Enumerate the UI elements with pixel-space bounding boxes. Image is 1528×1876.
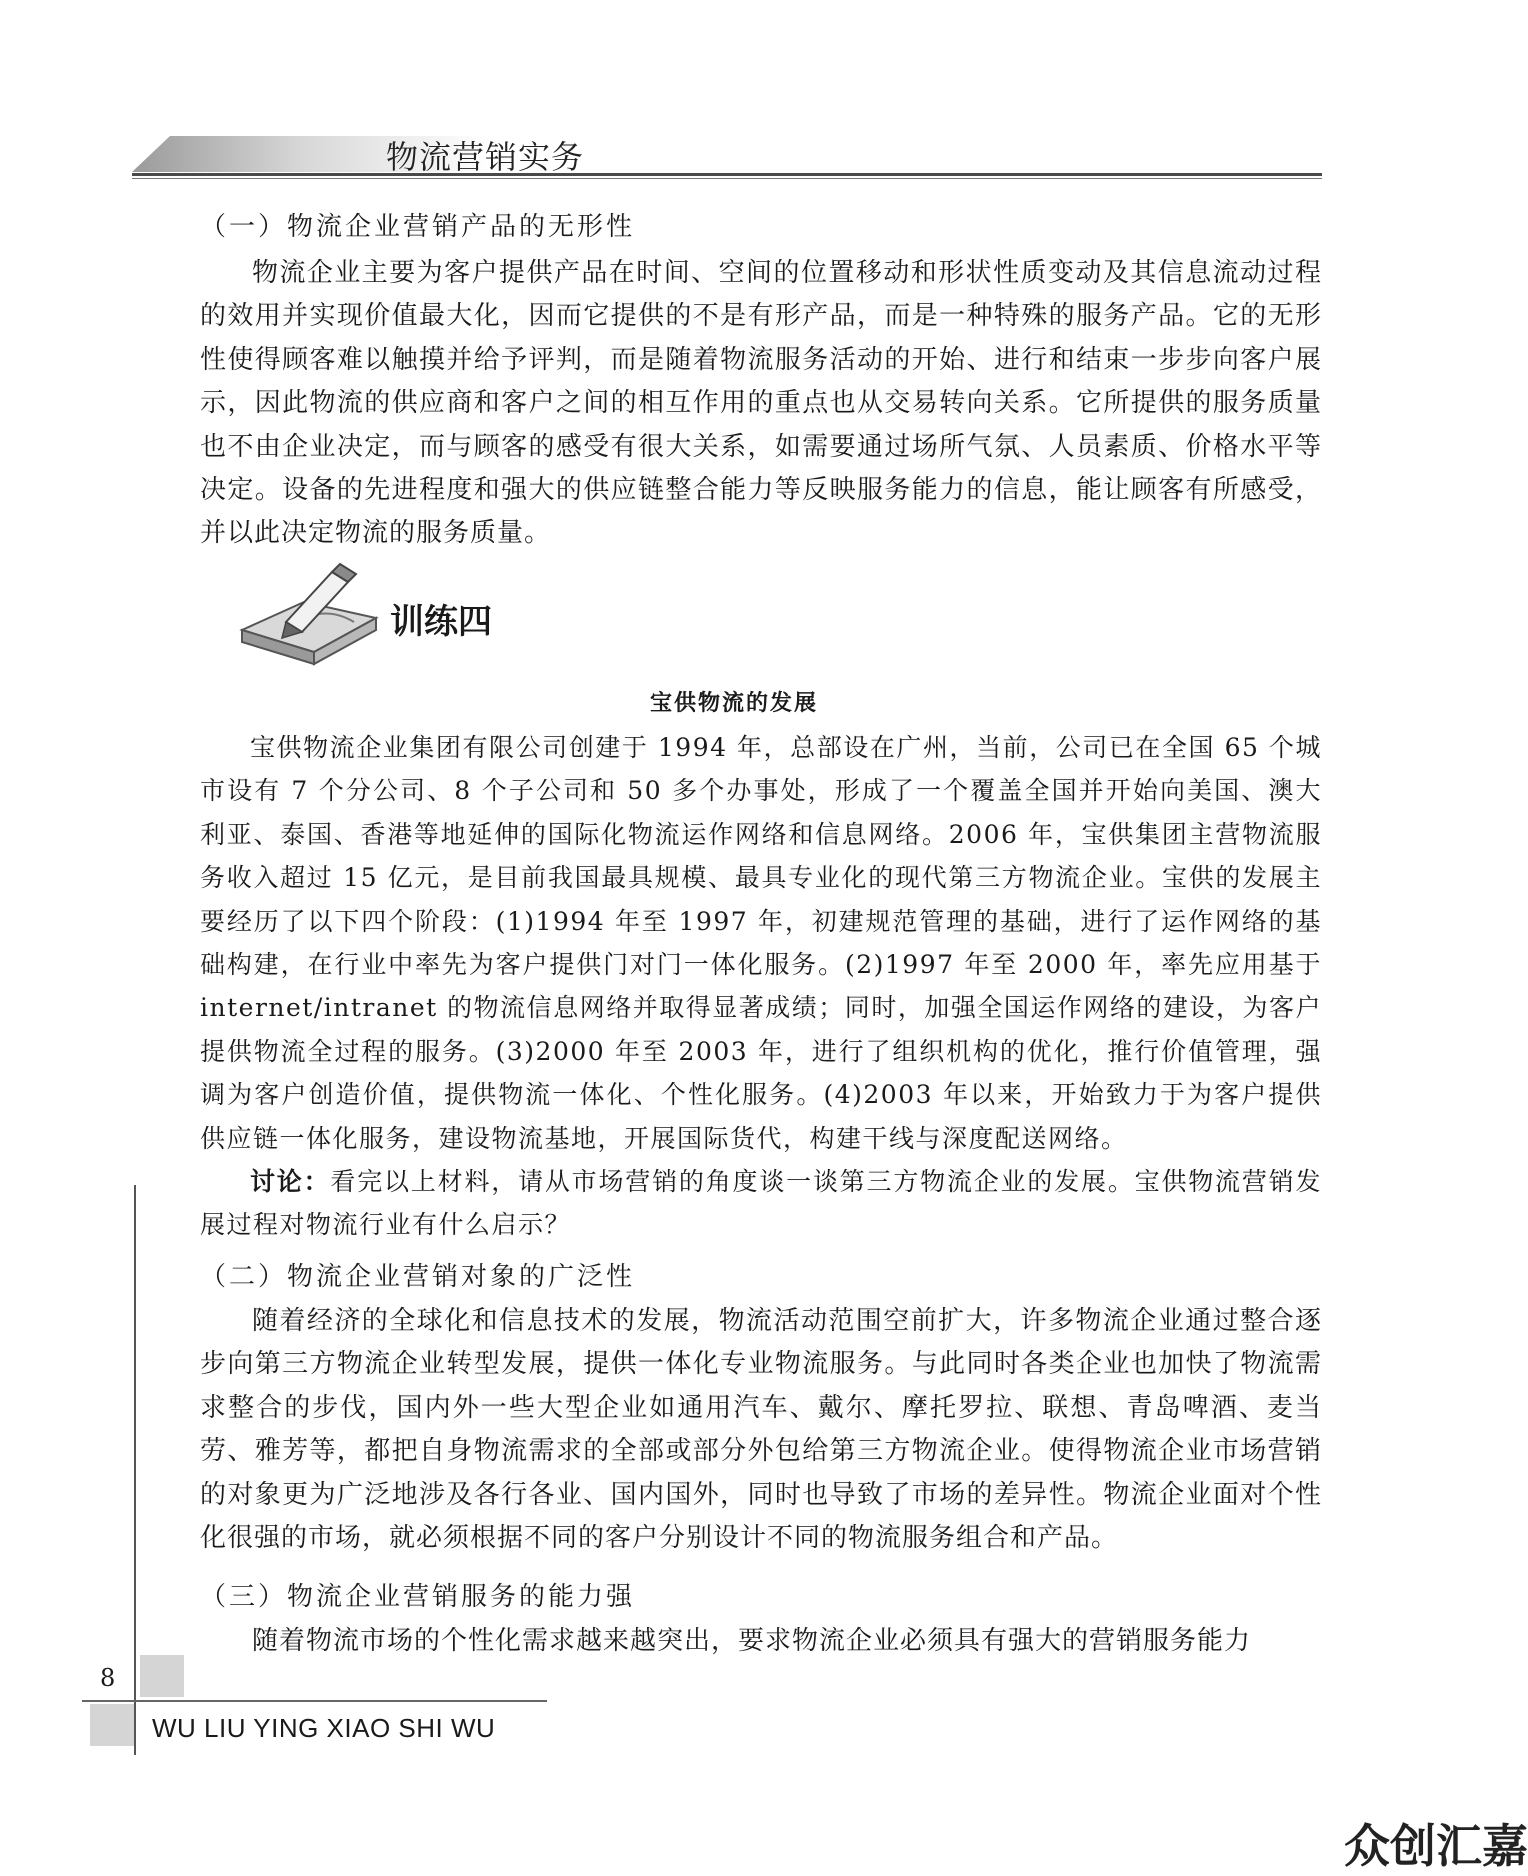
- practice-label: 训练四: [390, 602, 492, 642]
- case-title: 宝供物流的发展: [650, 691, 819, 716]
- paragraph: 物流企业主要为客户提供产品在时间、空间的位置移动和形状性质变动及其信息流动过程的效用并实现价值最大化，因而它提供的不是有形产品，而是一种特殊的服务产品。它的无形性使得顾客难以触摸并给予评判，而是随着物流服务活动的开始、进行和结束一步步向客户展示，因此物流的供应商和客户之间的相互作用的重点也从交易转向关系。它所提供的服务质量也不由企业决定，而与顾客的感受有很大关系，如需要通过场所气氛、人员素质、价格水平等决定。设备的先进程度和强大的供应链整合能力等反映服务能力的信息，能让顾客有所感受，并以此决定物流的服务质量。: [200, 258, 1322, 549]
- header-band: [132, 136, 1322, 172]
- section-heading-2: （二）物流企业营销对象的广泛性: [200, 1262, 636, 1292]
- paragraph: 随着经济的全球化和信息技术的发展，物流活动范围空前扩大，许多物流企业通过整合逐步向第三方物流企业转型发展，提供一体化专业物流服务。与此同时各类企业也加快了物流需求整合的步伐，国内外一些大型企业如通用汽车、戴尔、摩托罗拉、联想、青岛啤酒、麦当劳、雅芳等，都把自身物流需求的全部或部分外包给第三方物流企业。使得物流企业市场营销的对象更为广泛地涉及各行各业、国内国外，同时也导致了市场的差异性。物流企业面对个性化很强的市场，就必须根据不同的客户分别设计不同的物流服务组合和产品。: [200, 1306, 1322, 1554]
- section-body-1: [200, 252, 1322, 556]
- case-paragraph: 宝供物流企业集团有限公司创建于 1994 年，总部设在广州，当前，公司已在全国 65 个城市设有 7 个分公司、8 个子公司和 50 多个办事处，形成了一个覆盖全国并开始向美国、澳大利亚、泰国、香港等地延伸的国际化物流运作网络和信息网络。2006 年，宝供集团主营物流服务收入超过 15 亿元，是目前我国最具规模、最具专业化的现代第三方物流企业。宝供的发展主要经历了以下四个阶段：(1)1994 年至 1997 年，初建规范管理的基础，进行了运作网络的基础构建，在行业中率先为客户提供门对门一体化服务。(2)1997 年至 2000 年，率先应用基于 internet/intranet 的物流信息网络并取得显著成绩；同时，加强全国运作网络的建设，为客户提供物流全过程的服务。(3)2000 年至 2003 年，进行了组织机构的优化，推行价值管理，强调为客户创造价值，提供物流一体化、个性化服务。(4)2003 年以来，开始致力于为客户提供供应链一体化服务，建设物流基地，开展国际货代，构建干线与深度配送网络。: [200, 733, 1322, 1153]
- case-body: [200, 726, 1322, 1247]
- section-heading-1: （一）物流企业营销产品的无形性: [200, 212, 636, 242]
- header-rule: [132, 173, 1322, 176]
- footer-decor-box: [140, 1655, 184, 1697]
- pencil-notebook-icon: [234, 560, 384, 674]
- section-body-3: [200, 1620, 1322, 1663]
- paragraph: 随着物流市场的个性化需求越来越突出，要求物流企业必须具有强大的营销服务能力: [252, 1626, 1252, 1656]
- header-rule-thin: [132, 178, 1322, 179]
- discussion-lead: 讨论：: [250, 1167, 331, 1197]
- footer-rule: [82, 1700, 547, 1702]
- watermark: 众创汇嘉: [1344, 1819, 1528, 1873]
- page-number: 8: [100, 1664, 116, 1692]
- section-heading-3: （三）物流企业营销服务的能力强: [200, 1582, 636, 1612]
- footer-decor-box: [90, 1704, 134, 1746]
- footer-pinyin-title: WU LIU YING XIAO SHI WU: [152, 1713, 496, 1743]
- section-body-2: [200, 1300, 1322, 1560]
- footer-vertical-rule: [134, 1185, 136, 1755]
- discussion-paragraph: [200, 1160, 1322, 1247]
- discussion-text: 看完以上材料，请从市场营销的角度谈一谈第三方物流企业的发展。宝供物流营销发展过程对物流行业有什么启示？: [200, 1167, 1322, 1240]
- running-header-title: 物流营销实务: [386, 138, 585, 176]
